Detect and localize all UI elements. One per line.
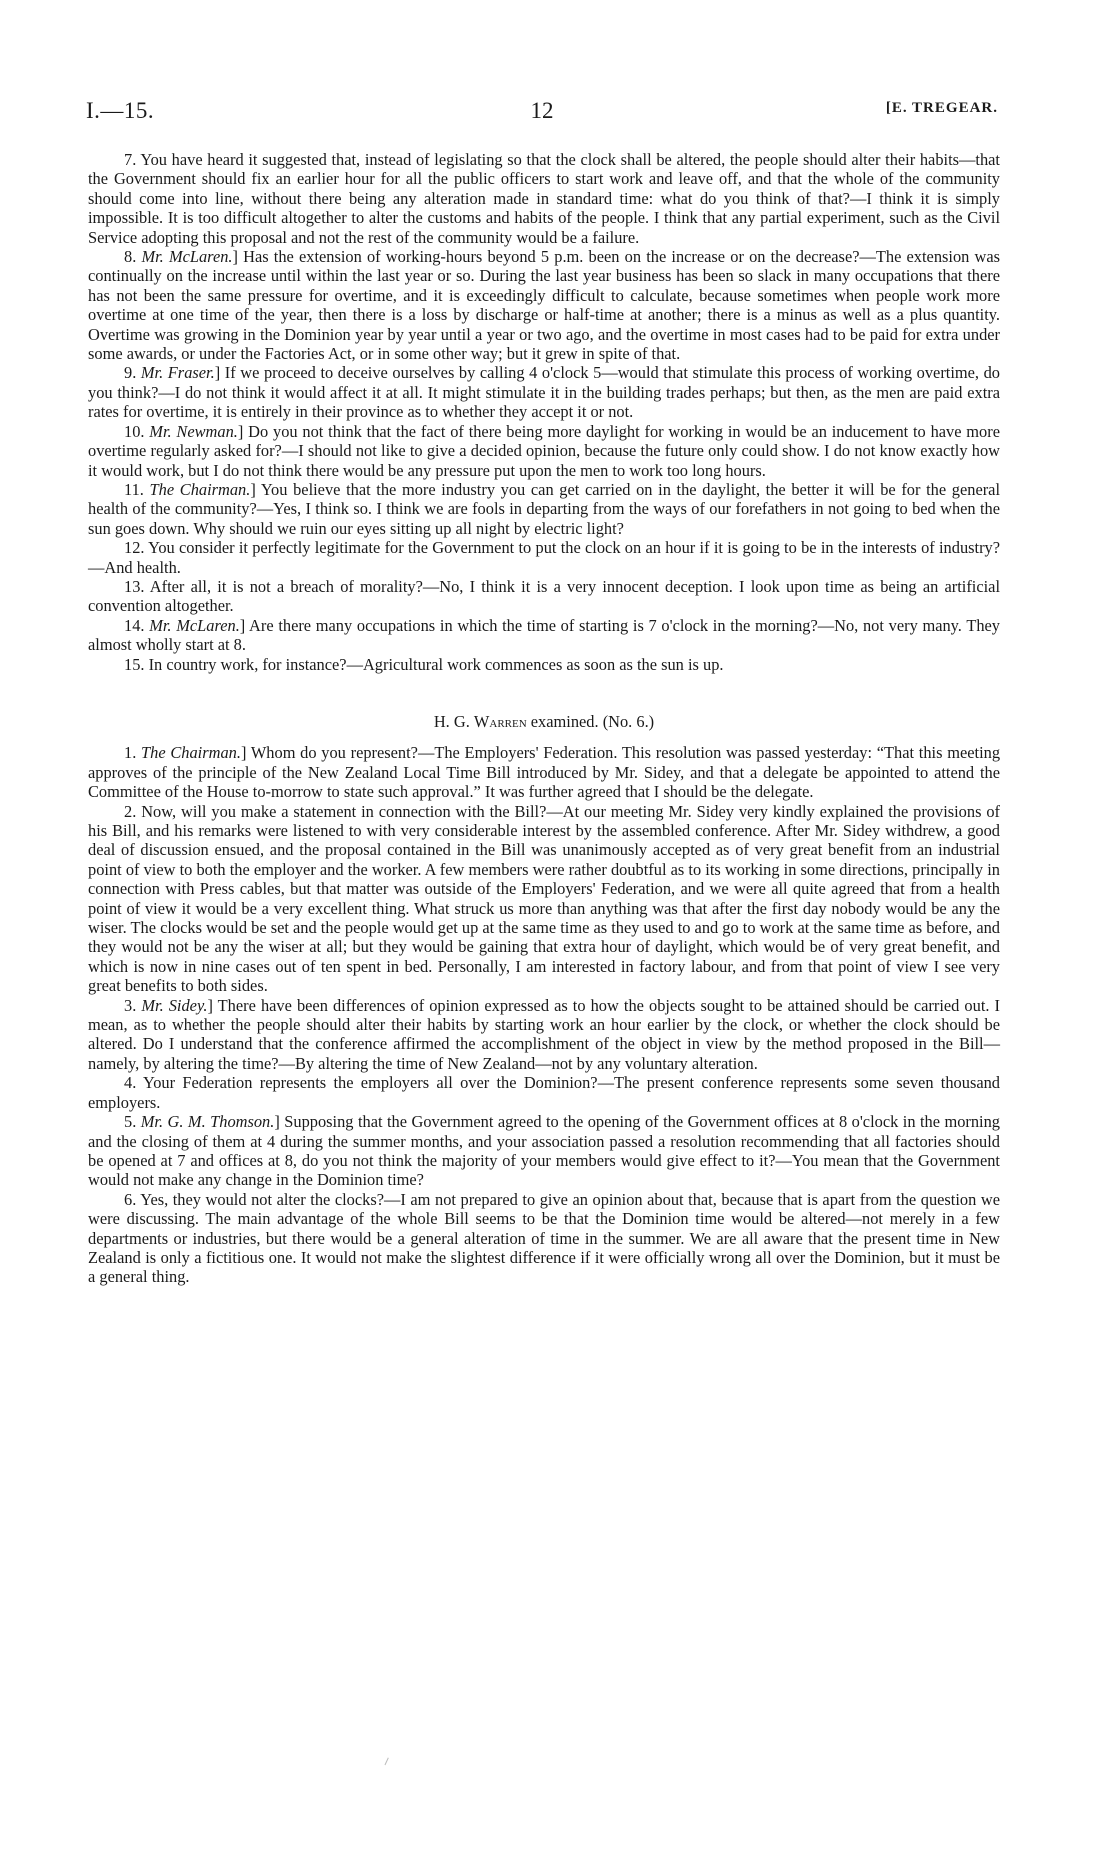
question-text: Now, will you make a statement in connection with the Bill?—At our meeting Mr. Sidey very kindly explained the provisions of his Bill, and his remarks were listened to with very considerable interest by the assembled conference. After Mr. Sidey withdrew, a good deal of discussion ensued, and the proposal contained in the Bill was unanimously accepted as of very great benefit from an industrial point of view to both the employer and the worker. A few members were rather doubtful as to its working in some directions, principally in connection with Press cables, but that matter was outside of the Employers' Federation, and we were all quite agreed that from a health point of view it would be a very excellent thing. What struck us more than anything was that after the first day nobody would be any the wiser. The clocks would be set and the people would get up at the same time as they used to and go to work at the same time as before, and they would not be any the wiser at all; but they would be gaining that extra hour of daylight, which would be of very great benefit, and which is now in nine cases out of ten spent in bed. Personally, I am interested in factory labour, and from that point of view I see very great benefits to both sides. (88, 801, 1000, 996)
question-text: ] You believe that the more industry you can get carried on in the daylight, the better it will be for the general health of the community?—Yes, I think so. I think we are fools in departing from the ways of our forefathers in not going to bed when the sun goes down. Why should we ruin our eyes sitting up all night by electric light? (88, 479, 1001, 538)
question-number: 10. (124, 421, 150, 441)
paper-reference: I.—15. (86, 98, 155, 123)
question-number: 7. (124, 150, 141, 169)
question-number: 12. (124, 538, 149, 558)
question-number: 3. (124, 995, 142, 1015)
speaker-name: The Chairman. (149, 479, 251, 499)
page-header (86, 98, 998, 128)
speaker-name: Mr. Sidey. (141, 995, 208, 1015)
question-paragraph (88, 1112, 1000, 1190)
question-paragraph (88, 802, 1000, 996)
question-text: ] Do you not think that the fact of there being more daylight for working in would be an inducement to have more overtime regularly asked for?—I should not like to give a decided opinion, because the future only could show. I do not know exactly how it would work, but I do not think there would be any pressure put upon the men to work too long hours. (88, 421, 1000, 480)
question-paragraph (88, 743, 1000, 801)
question-number: 14. (124, 615, 150, 635)
question-paragraph (88, 422, 1000, 480)
question-text: Yes, they would not alter the clocks?—I am not prepared to give an opinion about that, because that is apart from the question we were discussing. The main advantage of the whole Bill seems to be that the Dominion time would be altered—not merely in a few departments or industries, but there would be a general alteration of time in the summer. We are all aware that the present time in New Zealand is only a fictitious one. It would not make the slightest difference if it were officially wrong all over the Dominion, but it must be a general thing. (88, 1189, 1000, 1287)
question-text: ] Supposing that the Government agreed to the opening of the Government offices at 8 o'clock in the morning and the closing of them at 4 during the summer months, and your association passed a resolution recommending that all factories should be opened at 7 and offices at 8, do you not think the majority of your members would give effect to it?—You mean that the Government would not make any change in the Dominion time? (88, 1112, 1000, 1190)
question-paragraph (88, 1190, 1000, 1287)
tregear-evidence-section (88, 150, 1000, 674)
question-number: 9. (124, 363, 141, 383)
witness-running-head: [E. TREGEAR. (885, 100, 998, 116)
question-paragraph (88, 616, 1000, 655)
warren-evidence-section (88, 743, 1000, 1286)
question-text: ] If we proceed to deceive ourselves by calling 4 o'clock 5—would that stimulate this process of working overtime, do you think?—I do not think it would affect it at all. It might stimulate it in the building trades perhaps; but then, as the men are paid extra rates for overtime, it is entirely in their province as to whether they accept it or not. (88, 363, 1000, 422)
page-blemish (384, 1758, 391, 1767)
speaker-name: Mr. McLaren. (149, 615, 240, 635)
witness-initials: H. G. (433, 711, 474, 731)
speaker-name: The Chairman. (141, 743, 241, 763)
question-paragraph (88, 363, 1000, 421)
question-text: You consider it perfectly legitimate for the Government to put the clock on an hour if it is going to be in the interests of industry?—And health. (88, 538, 1001, 577)
question-number: 8. (124, 247, 142, 267)
question-paragraph (88, 247, 1000, 363)
question-number: 2. (124, 801, 142, 821)
question-number: 6. (124, 1189, 141, 1209)
speaker-name: Mr. McLaren. (141, 247, 233, 267)
question-number: 11. (124, 479, 150, 499)
witness-heading-rest: examined. (No. 6.) (526, 711, 655, 731)
question-paragraph (88, 996, 1000, 1074)
question-text: In country work, for instance?—Agricultural work commences as soon as the sun is up. (148, 654, 724, 674)
question-paragraph (88, 577, 1000, 616)
question-text: Your Federation represents the employers all over the Dominion?—The present conference represents some seven thousand employers. (88, 1073, 1000, 1112)
question-text: After all, it is not a breach of morality?—No, I think it is a very innocent deception. I look upon time as being an artificial convention altogether. (88, 576, 1000, 616)
question-text: ] Whom do you represent?—The Employers' Federation. This resolution was passed yesterday: “That this meeting approves of the principle of the New Zealand Local Time Bill introduced by Mr. Sidey, and that a delegate be appointed to attend the Committee of the House to-morrow to state such approval.” It was further agreed that I should be the delegate. (88, 743, 1001, 802)
question-paragraph (88, 480, 1000, 538)
question-text: ] Are there many occupations in which the time of starting is 7 o'clock in the morning?—No, not very many. They almost wholly start at 8. (88, 615, 1000, 655)
question-number: 15. (124, 654, 149, 674)
page-number: 12 (530, 98, 554, 123)
question-number: 4. (124, 1073, 143, 1093)
question-number: 5. (124, 1112, 141, 1132)
question-paragraph (88, 1073, 1000, 1112)
question-text: You have heard it suggested that, instead of legislating so that the clock shall be altered, the people should alter their habits—that the Government should fix an earlier hour for all the public officers to start work and leave off, and that the whole of the community should come into line, without there being any alteration made in standard time: what do you think of that?—I think it is simply impossible. It is too difficult altogether to alter the customs and habits of the people. I think that any partial experiment, such as the Civil Service adopting this proposal and not the rest of the community would be a failure. (88, 150, 1000, 247)
witness-surname: Warren (473, 711, 527, 731)
question-number: 13. (124, 576, 150, 596)
speaker-name: Mr. Newman. (149, 421, 238, 441)
witness-heading (88, 712, 1000, 731)
question-paragraph (88, 538, 1000, 577)
speaker-name: Mr. Fraser. (140, 363, 215, 383)
question-text: ] Has the extension of working-hours beyond 5 p.m. been on the increase or on the decrease?—The extension was continually on the increase until within the last year or so. During the last year business has been so slack in many occupations that there has not been the same pressure for overtime, and it is exceedingly difficult to calculate, because sometimes when people work more overtime at one time of the year, then there is a loss by discharge or half-time at another; there is a minus as well as a plus quantity. Overtime was growing in the Dominion year by year until a year or two ago, and the overtime in most cases had to be paid for extra under some awards, or under the Factories Act, or in some other way; but it grew in spite of that. (88, 247, 1000, 364)
document-body (88, 150, 1000, 1287)
question-paragraph (88, 150, 1000, 247)
question-paragraph (88, 655, 1000, 674)
question-text: ] There have been differences of opinion expressed as to how the objects sought to be attained should be carried out. I mean, as to whether the people should alter their habits by starting work an hour earlier by the clock, or whether the clock should be altered. Do I understand that the conference affirmed the accomplishment of the object in view by the method proposed in the Bill—namely, by altering the time?—By altering the time of New Zealand—not by any voluntary alteration. (88, 995, 1000, 1073)
question-number: 1. (124, 743, 142, 763)
speaker-name: Mr. G. M. Thomson. (140, 1112, 275, 1132)
